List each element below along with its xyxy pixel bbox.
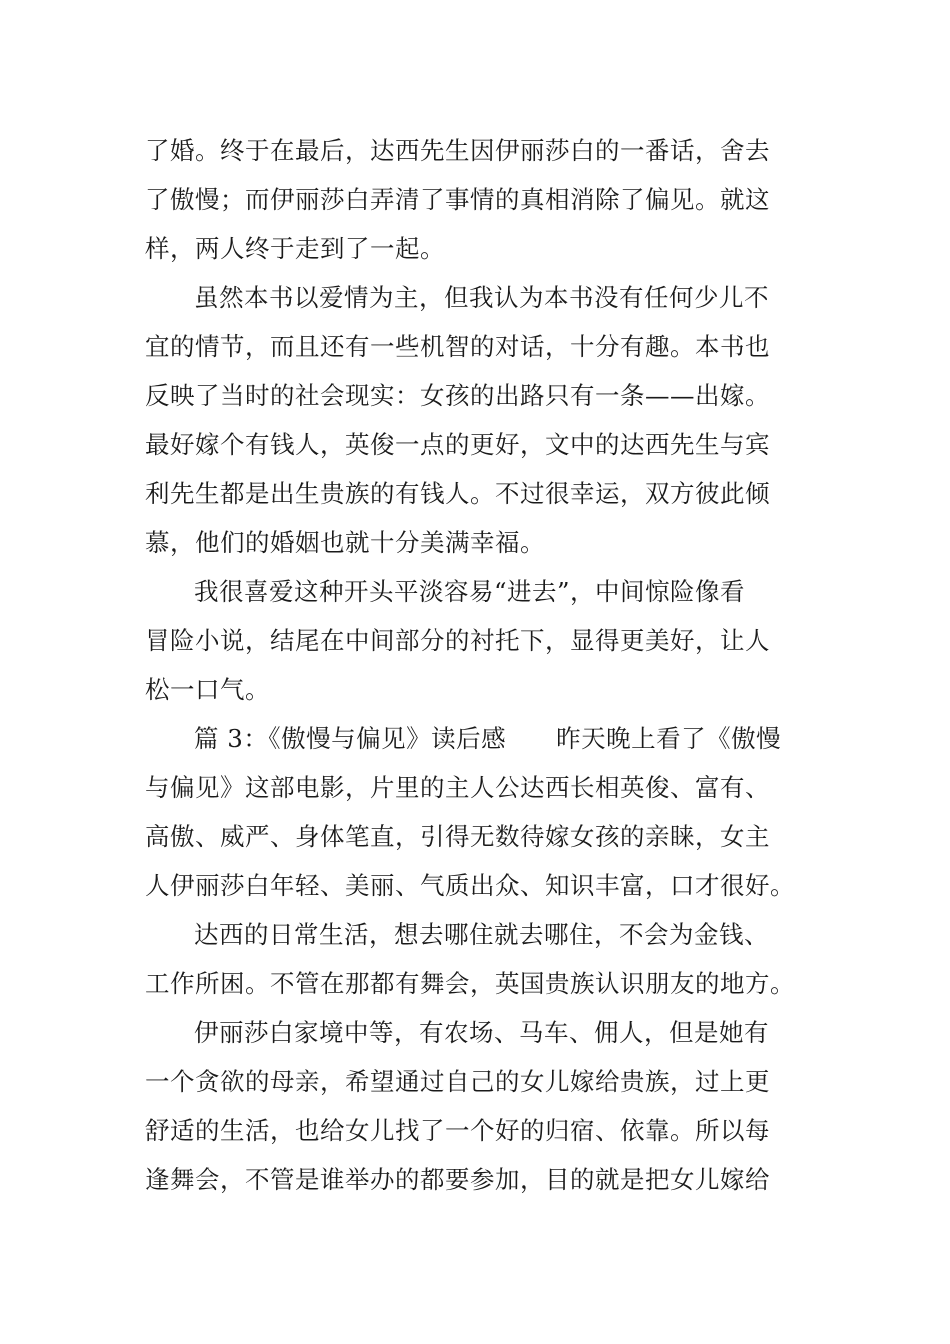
- paragraph-6: [145, 1008, 807, 1204]
- paragraph-4: [145, 714, 807, 910]
- text-line: 慕，他们的婚姻也就十分美满幸福。: [145, 528, 545, 557]
- paragraph-2: [145, 273, 807, 567]
- text-line: 逢舞会，不管是谁举办的都要参加，目的就是把女儿嫁给: [145, 1165, 770, 1194]
- text-line: 松一口气。: [145, 675, 270, 704]
- paragraph-1: [145, 126, 807, 273]
- text-line: 反映了当时的社会现实：女孩的出路只有一条——出嫁。: [145, 381, 770, 410]
- text-line: 利先生都是出生贵族的有钱人。不过很幸运，双方彼此倾: [145, 479, 770, 508]
- document-body: [145, 126, 807, 1204]
- text-line: 最好嫁个有钱人，英俊一点的更好，文中的达西先生与宾: [145, 430, 770, 459]
- text-line: 一个贪欲的母亲，希望通过自己的女儿嫁给贵族，过上更: [145, 1067, 770, 1096]
- text-line: 伊丽莎白家境中等，有农场、马车、佣人，但是她有: [194, 1018, 769, 1047]
- text-line: 我很喜爱这种开头平淡容易“进去”，中间惊险像看: [194, 577, 746, 606]
- text-line: 虽然本书以爱情为主，但我认为本书没有任何少儿不: [194, 283, 769, 312]
- text-line: 达西的日常生活，想去哪住就去哪住，不会为金钱、: [194, 920, 769, 949]
- text-line: 宜的情节，而且还有一些机智的对话，十分有趣。本书也: [145, 332, 770, 361]
- text-line: 冒险小说，结尾在中间部分的衬托下，显得更美好，让人: [145, 626, 770, 655]
- text-line: 样，两人终于走到了一起。: [145, 234, 445, 263]
- text-line: 人伊丽莎白年轻、美丽、气质出众、知识丰富，口才很好。: [145, 871, 795, 900]
- text-line: 了傲慢；而伊丽莎白弄清了事情的真相消除了偏见。就这: [145, 185, 770, 214]
- text-line: 高傲、威严、身体笔直，引得无数待嫁女孩的亲睐，女主: [145, 822, 770, 851]
- text-line: 篇 3：《傲慢与偏见》读后感 昨天晚上看了《傲慢: [194, 724, 782, 753]
- paragraph-3: [145, 567, 807, 714]
- text-line: 了婚。终于在最后，达西先生因伊丽莎白的一番话，舍去: [145, 136, 770, 165]
- text-line: 与偏见》这部电影，片里的主人公达西长相英俊、富有、: [145, 773, 770, 802]
- text-line: 工作所困。不管在那都有舞会，英国贵族认识朋友的地方。: [145, 969, 795, 998]
- paragraph-5: [145, 910, 807, 1008]
- text-line: 舒适的生活，也给女儿找了一个好的归宿、依靠。所以每: [145, 1116, 770, 1145]
